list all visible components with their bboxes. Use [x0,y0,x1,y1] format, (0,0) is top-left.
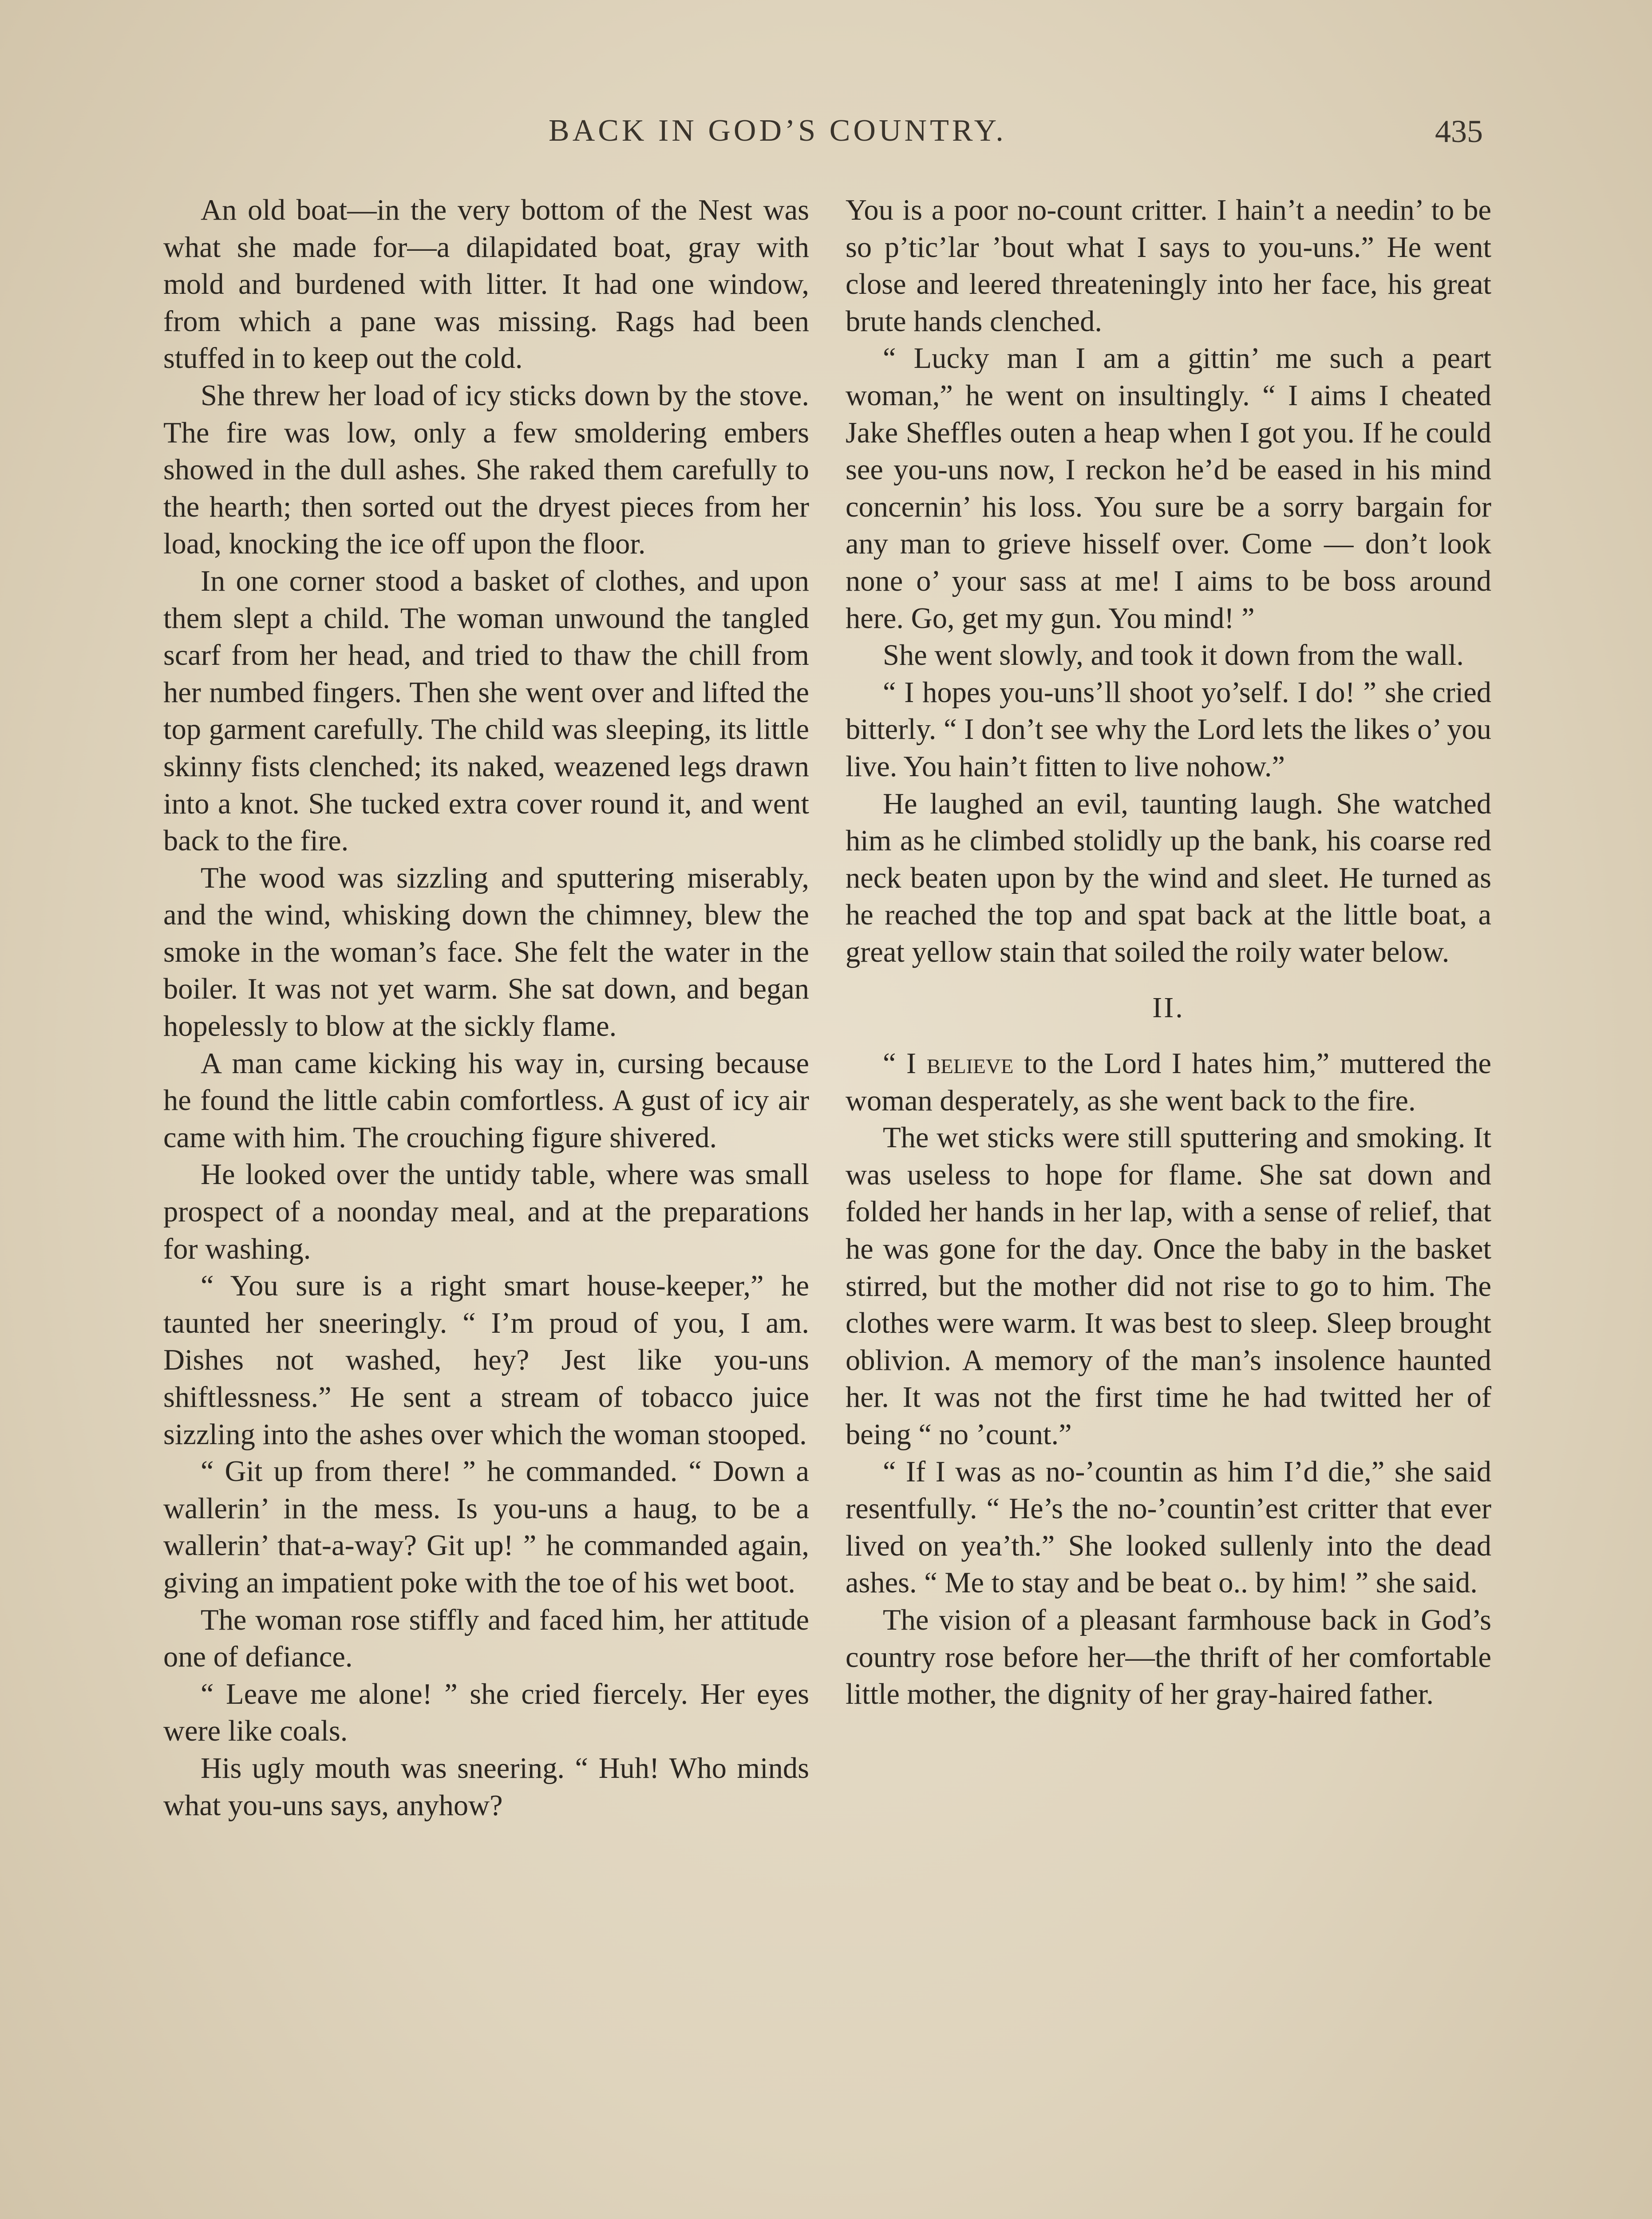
section-numeral: II. [1152,991,1185,1024]
paragraph: “ If I was as no-’countin as him I’d die,” she said resentfully. “ He’s the no-’countin’est critter that ever lived on yea’th.” She looked sullenly into the dead ashes. “ Me to stay and be beat o.. by him! ” she said. [846,1455,1491,1599]
section-opening-paragraph [846,1045,1491,1119]
running-title: BACK IN GOD’S COUNTRY. [549,114,1007,148]
left-column [163,192,809,1824]
paragraph: “ I hopes you-uns’ll shoot yo’self. I do! ” she cried bitterly. “ I don’t see why the Lord lets the likes o’ you live. You hain’t fitten to live nohow.” [846,676,1491,783]
right-column [846,192,1491,1713]
paragraph: An old boat—in the very bottom of the Nest was what she made for—a dilapidated boat, gray with mold and burdened with litter. It had one window, from which a pane was missing. Rags had been stuffed in to keep out the cold. [163,194,809,375]
paragraph: The wet sticks were still sputtering and smoking. It was useless to hope for flame. She sat down and folded her hands in her lap, with a sense of relief, that he was gone for the day. Once the baby in the basket stirred, but the mother did not rise to go to him. The clothes were warm. It was best to sleep. Sleep brought oblivion. A memory of the man’s insolence haunted her. It was not the first time he had twitted her of being “ no ’count.” [846,1121,1491,1451]
paragraph: “ Leave me alone! ” she cried fiercely. Her eyes were like coals. [163,1678,809,1748]
continued-paragraph: You is a poor no-count critter. I hain’t a needin’ to be so p’tic’lar ’bout what I says to you-uns.” He went close and leered threateningly into her face, his great brute hands clenched. [846,194,1491,338]
paragraph: She went slowly, and took it down from the wall. [883,639,1464,672]
paragraph: “ Git up from there! ” he commanded. “ Down a wallerin’ in the mess. Is you-uns a haug, to be a wallerin’ that-a-way? Git up! ” he commanded again, giving an impatient poke with the toe of his wet boot. [163,1455,809,1599]
opening-quote: “ I [883,1047,927,1080]
smallcaps-word: believe [926,1047,1014,1080]
paragraph: “ You sure is a right smart house-keeper,” he taunted her sneeringly. “ I’m proud of you, I am. Dishes not washed, hey? Jest like you-uns shiftlessness.” He sent a stream of tobacco juice sizzling into the ashes over which the woman stooped. [163,1270,809,1451]
opening-rest: to the Lord I hates him,” muttered the woman desperately, as she went back to the fire. [846,1047,1491,1117]
paragraph: He looked over the untidy table, where was small prospect of a noonday meal, and at the preparations for washing. [163,1158,809,1265]
paragraph: “ Lucky man I am a gittin’ me such a peart woman,” he went on insultingly. “ I aims I cheated Jake Sheffles outen a heap when I got you. If he could see you-uns now, I reckon he’d be eased in his mind concernin’ his loss. You sure be a sorry bargain for any man to grieve hisself over. Come — don’t look none o’ your sass at me! I aims to be boss around here. Go, get my gun. You mind! ” [846,342,1491,635]
paragraph: The wood was sizzling and sputtering miserably, and the wind, whisking down the chimney, blew the smoke in the woman’s face. She felt the water in the boiler. It was not yet warm. She sat down, and began hopelessly to blow at the sickly flame. [163,861,809,1043]
paragraph: A man came kicking his way in, cursing because he found the little cabin comfortless. A gust of icy air came with him. The crouching figure shivered. [163,1047,809,1154]
paragraph: The vision of a pleasant farmhouse back in God’s country rose before her—the thrift of her comfortable little mother, the dignity of her gray-haired father. [846,1603,1491,1711]
paragraph: She threw her load of icy sticks down by the stove. The fire was low, only a few smoldering embers showed in the dull ashes. She raked them carefully to the hearth; then sorted out the dryest pieces from her load, knocking the ice off upon the floor. [163,379,809,561]
page-number: 435 [1435,114,1483,149]
paragraph: His ugly mouth was sneering. “ Huh! Who minds what you-uns says, anyhow? [163,1752,809,1822]
paragraph: The woman rose stiffly and faced him, her attitude one of defiance. [163,1603,809,1674]
paragraph: He laughed an evil, taunting laugh. She watched him as he climbed stolidly up the bank, his coarse red neck beaten upon by the wind and sleet. He turned as he reached the top and spat back at the little boat, a great yellow stain that soiled the roily water below. [846,787,1491,968]
paragraph: In one corner stood a basket of clothes, and upon them slept a child. The woman unwound the tangled scarf from her head, and tried to thaw the chill from her numbed fingers. Then she went over and lifted the top garment carefully. The child was sleeping, its little skinny fists clenched; its naked, weazened legs drawn into a knot. She tucked extra cover round it, and went back to the fire. [163,565,809,857]
